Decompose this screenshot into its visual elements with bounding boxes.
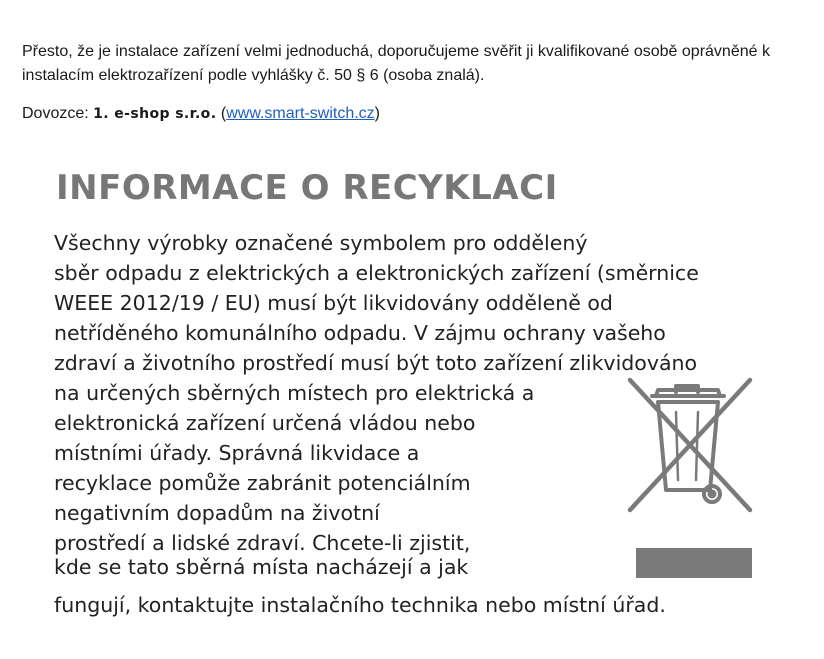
importer-company: 1. e-shop s.r.o. (93, 106, 217, 122)
importer-line (22, 102, 802, 126)
recycling-line-5: zdraví a životního prostředí musí být toto zařízení zlikvidováno (54, 351, 698, 375)
recycling-line-6: na určených sběrných místech pro elektrická a (54, 381, 535, 405)
recycling-line-12: kde se tato sběrná místa nacházejí a jak (54, 555, 469, 579)
recycling-line-1: Všechny výrobky označené symbolem pro oddělený (54, 231, 588, 255)
crossed-out-wheelie-bin-icon (612, 370, 762, 520)
importer-open-paren: ( (216, 105, 227, 122)
recycling-line-4: netříděného komunálního odpadu. V zájmu ochrany vašeho (54, 321, 666, 345)
recycling-line-9: recyklace pomůže zabránit potenciálním (54, 471, 471, 495)
recycling-line-7: elektronická zařízení určená vládou nebo (54, 411, 476, 435)
recycling-line-10: negativním dopadům na životní (54, 501, 380, 525)
importer-website-link[interactable]: www.smart-switch.cz (226, 105, 375, 122)
recycling-title: INFORMACE O RECYKLACI (56, 168, 558, 208)
recycling-line-13: fungují, kontaktujte instalačního technika nebo místní úřad. (54, 593, 666, 617)
recycling-line-3: WEEE 2012/19 / EU) musí být likvidovány odděleně od (54, 291, 613, 315)
weee-black-bar (636, 548, 752, 578)
recycling-line-8: místními úřady. Správná likvidace a (54, 441, 420, 465)
installation-note: Přesto, že je instalace zařízení velmi jednoduchá, doporučujeme svěřit ji kvalifikované osobě oprávněné k instalacím elektrozařízení podle vyhlášky č. 50 § 6 (osoba znalá). (22, 43, 770, 84)
recycling-line-2: sběr odpadu z elektrických a elektronických zařízení (směrnice (54, 261, 699, 285)
importer-label: Dovozce: (22, 105, 94, 122)
importer-close-paren: ) (374, 105, 380, 122)
recycling-line-11: prostředí a lidské zdraví. Chcete-li zjistit, (54, 531, 471, 555)
